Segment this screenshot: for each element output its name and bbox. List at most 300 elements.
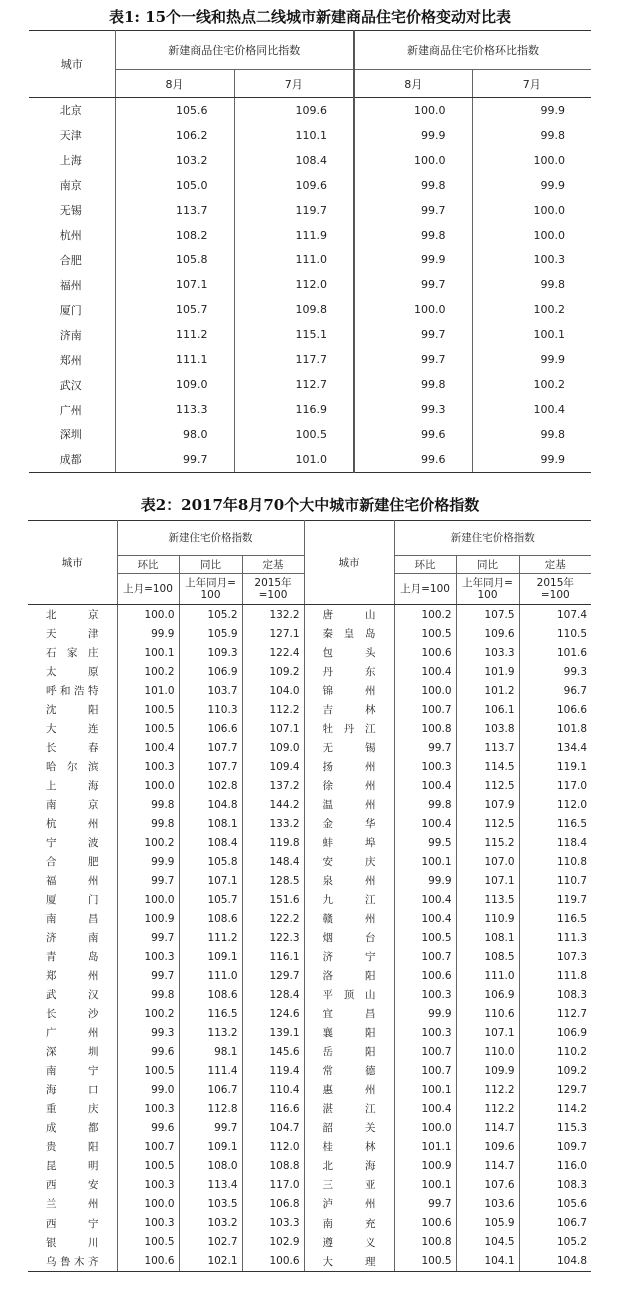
table2-city-cell-left: 西安 — [46, 1179, 99, 1192]
table2-row — [28, 985, 591, 1004]
table2-city-cell-right: 徐州 — [304, 776, 394, 795]
table2-mom-cell-right: 100.6 — [394, 966, 456, 985]
table2-city-cell-right: 济宁 — [304, 947, 394, 966]
table2-city-cell-left: 宁波 — [46, 837, 99, 850]
table2-base-cell-right: 110.7 — [519, 871, 591, 890]
table1-row — [29, 148, 591, 173]
table1-city-cell: 广州 — [59, 403, 82, 417]
table2-yoy-cell-left: 98.1 — [179, 1042, 242, 1061]
table2-city-cell-left: 呼和浩特 — [46, 685, 99, 698]
table2-mom-cell-right: 101.1 — [394, 1137, 456, 1156]
table2-city-cell-left: 上海 — [46, 780, 99, 793]
table1-yoy-jul-cell: 117.7 — [234, 347, 354, 372]
table2-yoy-sub-line2: 100 — [200, 589, 221, 601]
table2-base-sub-line2: =100 — [258, 589, 288, 601]
table2-base-cell-right: 105.6 — [519, 1194, 591, 1213]
table2-city-cell-left: 贵阳 — [46, 1141, 99, 1154]
table2-yoy-cell-left: 108.0 — [179, 1156, 242, 1175]
table2-city-cell-right: 烟台 — [304, 928, 394, 947]
table2-row — [28, 814, 591, 833]
table2-yoy-cell-right: 107.9 — [456, 795, 519, 814]
table2-mom-cell-left: 99.8 — [117, 985, 179, 1004]
table1-mom-group-header: 新建商品住宅价格环比指数 — [354, 31, 591, 70]
table2-base-cell-left: 104.7 — [242, 1118, 304, 1137]
table2-mom-cell-right: 100.3 — [394, 1023, 456, 1042]
table1-row — [29, 297, 591, 322]
table2-yoy-cell-left: 112.8 — [179, 1099, 242, 1118]
table2-yoy-cell-right: 113.5 — [456, 890, 519, 909]
table2-row — [28, 1252, 591, 1272]
table2-base-cell-right: 117.0 — [519, 776, 591, 795]
table2-base-cell-right: 118.4 — [519, 833, 591, 852]
table2-row — [28, 1099, 591, 1118]
table2-base-cell-left: 104.0 — [242, 681, 304, 700]
table2-city-cell-right: 湛江 — [304, 1099, 394, 1118]
table2-base-cell-right: 112.0 — [519, 795, 591, 814]
table1-mom-jul-cell: 99.9 — [472, 347, 591, 372]
table2-yoy-cell-right: 114.7 — [456, 1156, 519, 1175]
table1-title: 表1: 15个一线和热点二线城市新建商品住宅价格变动对比表 — [108, 8, 512, 26]
table2-city-cell-right: 三亚 — [304, 1175, 394, 1194]
table1-yoy-aug-cell: 98.0 — [115, 422, 234, 447]
table2-city-cell-right: 秦皇岛 — [304, 624, 394, 643]
table1-yoy-jul-cell: 116.9 — [234, 397, 354, 422]
table2-city-cell-left: 海口 — [46, 1084, 99, 1097]
table2-row — [28, 1042, 591, 1061]
table2-mom-cell-left: 100.0 — [117, 1194, 179, 1213]
table2-row — [28, 909, 591, 928]
table2-row — [28, 662, 591, 681]
table2-base-cell-right: 116.5 — [519, 814, 591, 833]
table2-city-cell-right: 牡丹江 — [304, 719, 394, 738]
table2-base-cell-right: 109.7 — [519, 1137, 591, 1156]
table2-base-cell-left: 116.6 — [242, 1099, 304, 1118]
table1-mom-aug-cell: 99.9 — [354, 123, 472, 148]
table2-base-cell-left: 119.8 — [242, 833, 304, 852]
table2-mom-cell-left: 99.8 — [117, 795, 179, 814]
table2-row — [28, 1061, 591, 1080]
table2-base-cell-left: 109.4 — [242, 757, 304, 776]
table2-city-cell-left: 郑州 — [46, 970, 99, 983]
table1-city-cell: 南京 — [59, 179, 82, 193]
table2-city-cell-right: 桂林 — [304, 1137, 394, 1156]
table2-mom-cell-left: 100.0 — [117, 890, 179, 909]
table1-yoy-jul-cell: 112.7 — [234, 372, 354, 397]
table1-mom-jul-cell: 100.0 — [472, 223, 591, 248]
table2-city-cell-left: 沈阳 — [46, 704, 99, 717]
table2-city-cell-left: 福州 — [46, 875, 99, 888]
table2-base-cell-right: 111.8 — [519, 966, 591, 985]
table1-mom-jul-cell: 99.9 — [472, 173, 591, 198]
table2-yoy-cell-left: 106.9 — [179, 662, 242, 681]
table2-base-cell-right: 119.1 — [519, 757, 591, 776]
table2-yoy-cell-left: 99.7 — [179, 1118, 242, 1137]
table1-yoy-aug-cell: 108.2 — [115, 223, 234, 248]
table2-base-cell-left: 122.2 — [242, 909, 304, 928]
table2-yoy-header-right: 同比 — [456, 556, 519, 574]
table2-yoy-cell-right: 112.5 — [456, 776, 519, 795]
table2-city-cell-right: 洛阳 — [304, 966, 394, 985]
table2-yoy-cell-left: 108.1 — [179, 814, 242, 833]
table2-mom-cell-left: 100.3 — [117, 1175, 179, 1194]
table2-mom-cell-left: 100.6 — [117, 1252, 179, 1272]
table2-body — [28, 605, 591, 1272]
table1-mom-jul-cell: 99.9 — [472, 98, 591, 123]
table2-city-cell-left: 北京 — [46, 609, 99, 621]
table2-yoy-cell-right: 115.2 — [456, 833, 519, 852]
table2-yoy-cell-left: 113.4 — [179, 1175, 242, 1194]
table2 — [28, 520, 591, 1272]
table2-base-cell-right: 112.7 — [519, 1004, 591, 1023]
table2-mom-cell-right: 99.7 — [394, 1194, 456, 1213]
table2-base-cell-left: 122.4 — [242, 643, 304, 662]
table2-row — [28, 776, 591, 795]
table2-yoy-cell-left: 105.8 — [179, 852, 242, 871]
table2-city-cell-right: 泉州 — [304, 871, 394, 890]
table2-city-cell-right: 宜昌 — [304, 1004, 394, 1023]
table2-mom-cell-right: 100.8 — [394, 1233, 456, 1252]
table2-mom-sub-left: 上月=100 — [117, 574, 179, 605]
table1-mom-aug-cell: 99.6 — [354, 422, 472, 447]
table2-group-header-right: 新建住宅价格指数 — [394, 521, 591, 556]
table1-mom-jul-cell: 100.1 — [472, 322, 591, 347]
table2-yoy-header-left: 同比 — [179, 556, 242, 574]
table2-base-cell-right: 119.7 — [519, 890, 591, 909]
table2-row — [28, 1137, 591, 1156]
table2-mom-cell-right: 100.1 — [394, 1175, 456, 1194]
table1-mom-aug-cell: 99.6 — [354, 447, 472, 472]
table1-yoy-aug-cell: 105.7 — [115, 297, 234, 322]
table2-yoy-cell-left: 111.4 — [179, 1061, 242, 1080]
table2-base-cell-left: 129.7 — [242, 966, 304, 985]
table2-row — [28, 1023, 591, 1042]
table2-row — [28, 738, 591, 757]
table2-base-cell-left: 122.3 — [242, 928, 304, 947]
table1-yoy-group-header: 新建商品住宅价格同比指数 — [115, 31, 354, 70]
table1-row — [29, 223, 591, 248]
table2-base-cell-left: 145.6 — [242, 1042, 304, 1061]
table2-yoy-cell-right: 101.2 — [456, 681, 519, 700]
table2-city-cell-left: 深圳 — [46, 1046, 99, 1059]
table1-city-cell: 济南 — [59, 328, 82, 342]
table2-mom-cell-left: 99.9 — [117, 852, 179, 871]
table1-yoy-aug-cell: 107.1 — [115, 272, 234, 297]
table2-mom-cell-left: 100.3 — [117, 1099, 179, 1118]
table2-mom-cell-right: 99.9 — [394, 871, 456, 890]
table2-city-cell-left: 济南 — [46, 932, 99, 945]
table2-city-cell-right: 遵义 — [304, 1233, 394, 1252]
table2-mom-cell-right: 100.4 — [394, 662, 456, 681]
table1-yoy-aug-cell: 111.2 — [115, 322, 234, 347]
table1-yoy-aug-header: 8月 — [115, 70, 234, 98]
table2-yoy-cell-left: 116.5 — [179, 1004, 242, 1023]
table2-city-cell-left: 哈尔滨 — [46, 761, 99, 774]
table2-city-cell-right: 襄阳 — [304, 1023, 394, 1042]
table2-mom-cell-left: 99.6 — [117, 1042, 179, 1061]
table1-yoy-jul-cell: 111.0 — [234, 248, 354, 273]
table1-yoy-jul-header: 7月 — [234, 70, 354, 98]
table2-city-cell-left: 南京 — [46, 799, 99, 812]
table2-base-cell-right: 108.3 — [519, 985, 591, 1004]
table2-row — [28, 871, 591, 890]
table2-city-cell-right: 蚌埠 — [304, 833, 394, 852]
table2-base-cell-left: 110.4 — [242, 1080, 304, 1099]
table1-row — [29, 322, 591, 347]
table1-yoy-aug-cell: 106.2 — [115, 123, 234, 148]
table2-base-cell-right: 110.2 — [519, 1042, 591, 1061]
table2-base-cell-left: 102.9 — [242, 1233, 304, 1252]
table1-row — [29, 248, 591, 273]
table2-base-sub-line1: 2015年 — [254, 577, 292, 589]
table2-row — [28, 1004, 591, 1023]
table2-row — [28, 624, 591, 643]
table1-yoy-aug-cell: 103.2 — [115, 148, 234, 173]
table1-yoy-aug-cell: 105.6 — [115, 98, 234, 123]
table2-yoy-cell-left: 111.0 — [179, 966, 242, 985]
table1-mom-jul-cell: 99.8 — [472, 272, 591, 297]
table2-mom-cell-right: 100.7 — [394, 947, 456, 966]
table1-yoy-aug-cell: 105.0 — [115, 173, 234, 198]
table1-mom-aug-cell: 99.7 — [354, 347, 472, 372]
table2-row — [28, 1233, 591, 1252]
table2-mom-cell-right: 100.3 — [394, 985, 456, 1004]
table2-base-cell-left: 108.8 — [242, 1156, 304, 1175]
table2-yoy-cell-left: 105.7 — [179, 890, 242, 909]
table2-yoy-cell-left: 106.7 — [179, 1080, 242, 1099]
table2-yoy-cell-left: 109.1 — [179, 947, 242, 966]
table2-city-cell-right: 丹东 — [304, 662, 394, 681]
table2-city-cell-left: 厦门 — [46, 894, 99, 907]
table2-base-cell-left: 139.1 — [242, 1023, 304, 1042]
table2-mom-cell-left: 100.5 — [117, 1061, 179, 1080]
table2-yoy-cell-right: 101.9 — [456, 662, 519, 681]
table2-base-cell-right: 108.3 — [519, 1175, 591, 1194]
table2-row — [28, 833, 591, 852]
table2-city-header-left: 城市 — [28, 521, 117, 605]
table2-row — [28, 1194, 591, 1213]
table2-yoy-cell-right: 103.6 — [456, 1194, 519, 1213]
table2-city-cell-right: 赣州 — [304, 909, 394, 928]
table1-yoy-jul-cell: 108.4 — [234, 148, 354, 173]
table2-yoy-cell-left: 111.2 — [179, 928, 242, 947]
table2-mom-cell-left: 99.6 — [117, 1118, 179, 1137]
table2-base-cell-left: 103.3 — [242, 1214, 304, 1233]
table2-yoy-cell-right: 110.0 — [456, 1042, 519, 1061]
table2-mom-cell-right: 100.4 — [394, 814, 456, 833]
table2-base-cell-left: 109.2 — [242, 662, 304, 681]
table2-mom-header-left: 环比 — [117, 556, 179, 574]
table2-yoy-cell-right: 109.6 — [456, 1137, 519, 1156]
table2-city-cell-right: 唐山 — [304, 605, 394, 625]
table2-base-cell-right: 115.3 — [519, 1118, 591, 1137]
table2-mom-cell-left: 100.9 — [117, 909, 179, 928]
table2-mom-cell-right: 100.4 — [394, 1099, 456, 1118]
table2-city-cell-right: 北海 — [304, 1156, 394, 1175]
table2-yoy-cell-right: 110.9 — [456, 909, 519, 928]
table2-base-cell-left: 106.8 — [242, 1194, 304, 1213]
table2-yoy-cell-left: 103.5 — [179, 1194, 242, 1213]
table1-row — [29, 372, 591, 397]
table2-mom-cell-left: 99.7 — [117, 928, 179, 947]
table2-mom-cell-left: 99.3 — [117, 1023, 179, 1042]
table2-city-cell-right: 扬州 — [304, 757, 394, 776]
table1-mom-jul-cell: 99.8 — [472, 123, 591, 148]
table1-yoy-jul-cell: 109.6 — [234, 173, 354, 198]
table2-yoy-cell-right: 110.6 — [456, 1004, 519, 1023]
table1-mom-aug-cell: 99.7 — [354, 272, 472, 297]
table1-city-cell: 成都 — [29, 447, 115, 472]
table2-base-cell-right: 96.7 — [519, 681, 591, 700]
table2-yoy-cell-right: 109.9 — [456, 1061, 519, 1080]
table2-mom-cell-right: 100.8 — [394, 719, 456, 738]
table2-yoy-cell-left: 102.1 — [179, 1252, 242, 1272]
table1-yoy-jul-cell: 111.9 — [234, 223, 354, 248]
table2-base-cell-right: 99.3 — [519, 662, 591, 681]
table2-mom-cell-left: 99.7 — [117, 966, 179, 985]
table2-city-cell-left: 长沙 — [46, 1008, 99, 1021]
table1-city-cell: 福州 — [59, 278, 82, 292]
table2-base-cell-right: 110.8 — [519, 852, 591, 871]
table2-row — [28, 1156, 591, 1175]
table1-mom-aug-cell: 100.0 — [354, 148, 472, 173]
table2-city-cell-right: 岳阳 — [304, 1042, 394, 1061]
table2-row — [28, 928, 591, 947]
table1-mom-aug-cell: 99.3 — [354, 397, 472, 422]
table2-base-cell-right: 106.7 — [519, 1214, 591, 1233]
table2-city-cell-left: 西宁 — [46, 1217, 99, 1230]
table2-city-cell-left: 广州 — [46, 1027, 99, 1040]
table1-yoy-jul-cell: 112.0 — [234, 272, 354, 297]
table1-yoy-aug-cell: 105.8 — [115, 248, 234, 273]
table2-base-cell-left: 128.4 — [242, 985, 304, 1004]
table1-mom-aug-header: 8月 — [354, 70, 472, 98]
table2-yoy-cell-right: 103.3 — [456, 643, 519, 662]
table1-yoy-aug-cell: 111.1 — [115, 347, 234, 372]
table2-row — [28, 719, 591, 738]
table2-base-cell-left: 107.1 — [242, 719, 304, 738]
table2-mom-cell-left: 100.5 — [117, 719, 179, 738]
table2-city-cell-left: 重庆 — [46, 1103, 99, 1116]
table2-mom-cell-right: 100.4 — [394, 890, 456, 909]
table2-yoy-cell-right: 109.6 — [456, 624, 519, 643]
table2-base-header-left: 定基 — [242, 556, 304, 574]
table2-mom-cell-right: 100.5 — [394, 1252, 456, 1272]
table2-mom-cell-right: 100.7 — [394, 1061, 456, 1080]
table1-yoy-jul-cell: 100.5 — [234, 422, 354, 447]
table2-mom-cell-left: 100.3 — [117, 757, 179, 776]
table2-mom-cell-right: 100.7 — [394, 700, 456, 719]
table2-mom-cell-left: 100.2 — [117, 833, 179, 852]
table1-city-cell: 武汉 — [59, 378, 82, 392]
table1-yoy-jul-cell: 109.6 — [234, 98, 354, 123]
table2-yoy-cell-left: 102.8 — [179, 776, 242, 795]
table2-yoy-cell-right: 112.2 — [456, 1080, 519, 1099]
table2-city-header-right: 城市 — [304, 521, 394, 605]
table1-mom-aug-cell: 99.7 — [354, 198, 472, 223]
table2-base-cell-left: 137.2 — [242, 776, 304, 795]
table2-yoy-sub-right — [456, 574, 519, 605]
table2-yoy-cell-right: 107.0 — [456, 852, 519, 871]
table2-mom-cell-left: 100.3 — [117, 1214, 179, 1233]
table2-yoy-cell-left: 103.2 — [179, 1214, 242, 1233]
table1-mom-jul-cell: 100.4 — [472, 397, 591, 422]
table2-mom-cell-right: 100.5 — [394, 624, 456, 643]
table2-row — [28, 605, 591, 625]
table1-mom-jul-cell: 100.0 — [472, 198, 591, 223]
table1-mom-jul-cell: 100.2 — [472, 297, 591, 322]
table2-mom-cell-left: 100.4 — [117, 738, 179, 757]
table2-base-sub-right — [519, 574, 591, 605]
table2-base-cell-right: 105.2 — [519, 1233, 591, 1252]
table2-yoy-cell-right: 104.1 — [456, 1252, 519, 1272]
table2-yoy-cell-right: 108.5 — [456, 947, 519, 966]
table2-yoy-cell-left: 108.6 — [179, 985, 242, 1004]
table2-yoy-cell-left: 104.8 — [179, 795, 242, 814]
table2-city-cell-left: 青岛 — [46, 951, 99, 964]
table2-city-cell-right: 无锡 — [304, 738, 394, 757]
table2-row — [28, 1118, 591, 1137]
table2-yoy-cell-right: 103.8 — [456, 719, 519, 738]
table2-row — [28, 852, 591, 871]
table2-base-cell-right: 107.4 — [519, 605, 591, 625]
table2-base-cell-left: 148.4 — [242, 852, 304, 871]
table2-yoy-cell-left: 107.7 — [179, 757, 242, 776]
table2-mom-cell-right: 99.5 — [394, 833, 456, 852]
table2-row — [28, 681, 591, 700]
table1-mom-aug-cell: 99.8 — [354, 223, 472, 248]
table2-base-cell-right: 116.5 — [519, 909, 591, 928]
table2-base-cell-left: 109.0 — [242, 738, 304, 757]
table2-mom-cell-left: 99.9 — [117, 624, 179, 643]
table1-yoy-jul-cell: 110.1 — [234, 123, 354, 148]
table2-mom-cell-right: 100.5 — [394, 928, 456, 947]
table2-city-cell-right: 南充 — [304, 1214, 394, 1233]
table2-city-cell-left: 武汉 — [46, 989, 99, 1002]
table2-mom-cell-right: 100.9 — [394, 1156, 456, 1175]
table2-mom-cell-left: 100.0 — [117, 605, 179, 625]
table2-yoy-cell-left: 110.3 — [179, 700, 242, 719]
table2-city-cell-left: 杭州 — [46, 818, 99, 831]
table2-city-cell-right: 温州 — [304, 795, 394, 814]
table1-city-cell: 北京 — [59, 104, 82, 118]
table2-yoy-cell-left: 109.1 — [179, 1137, 242, 1156]
table1-mom-jul-cell: 100.3 — [472, 248, 591, 273]
table2-base-cell-left: 124.6 — [242, 1004, 304, 1023]
table2-base-cell-left: 119.4 — [242, 1061, 304, 1080]
table2-yoy-cell-right: 105.9 — [456, 1214, 519, 1233]
table1-city-cell: 郑州 — [59, 353, 82, 367]
table2-city-cell-right: 安庆 — [304, 852, 394, 871]
table2-city-cell-right: 惠州 — [304, 1080, 394, 1099]
table2-yoy-sub-left — [179, 574, 242, 605]
table1-row — [29, 198, 591, 223]
table2-city-cell-right: 常德 — [304, 1061, 394, 1080]
table1-row — [29, 397, 591, 422]
table2-yoy-cell-right: 106.9 — [456, 985, 519, 1004]
table2-base-cell-left: 132.2 — [242, 605, 304, 625]
table2-row — [28, 643, 591, 662]
table2-base-cell-left: 151.6 — [242, 890, 304, 909]
table2-yoy-cell-right: 111.0 — [456, 966, 519, 985]
table2-city-cell-right: 金华 — [304, 814, 394, 833]
table2-yoy-cell-right: 107.6 — [456, 1175, 519, 1194]
table1-yoy-jul-cell: 109.8 — [234, 297, 354, 322]
table2-base-cell-right: 106.9 — [519, 1023, 591, 1042]
table2-row — [28, 700, 591, 719]
table2-mom-cell-right: 100.2 — [394, 605, 456, 625]
table2-yoy-cell-left: 105.9 — [179, 624, 242, 643]
table2-row — [28, 1080, 591, 1099]
